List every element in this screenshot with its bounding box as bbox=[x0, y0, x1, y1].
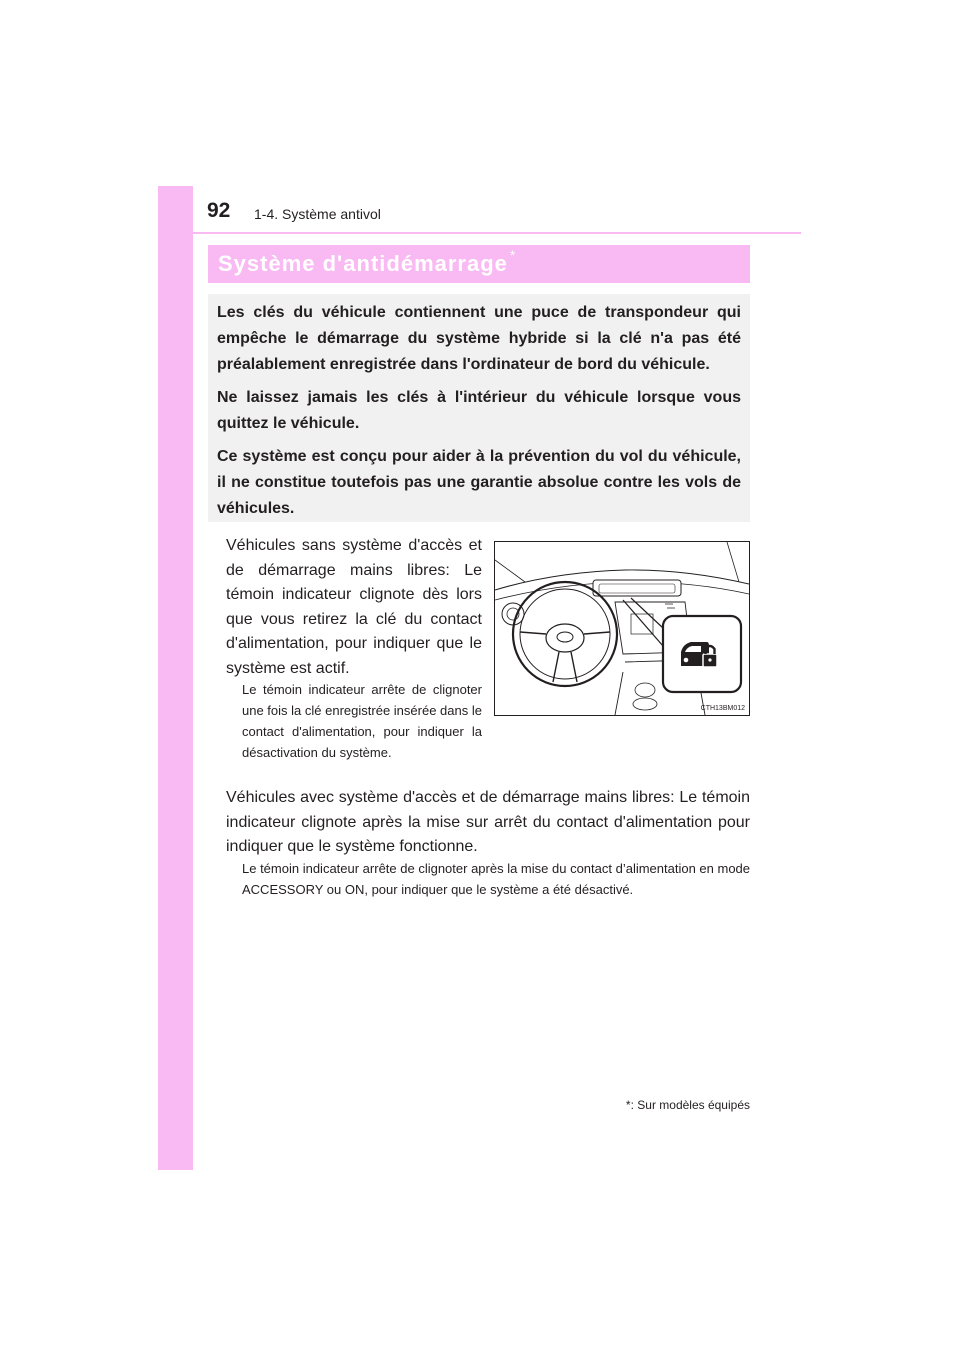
intro-box bbox=[208, 294, 750, 522]
body-note-without-smart-key: Le témoin indicateur arrête de clignoter une fois la clé enregistrée insérée dans le contact d'alimentation, pour indiquer la désactivation du système. bbox=[242, 682, 482, 760]
section-title: Système d'antidémarrage bbox=[218, 251, 508, 276]
intro-paragraph: Ce système est conçu pour aider à la prévention du vol du véhicule, il ne constitue toutefois pas une garantie absolue contre les vols de véhicules. bbox=[217, 448, 741, 517]
figure-code: CTH13BM012 bbox=[700, 705, 745, 712]
intro-paragraph: Ne laissez jamais les clés à l'intérieur du véhicule lorsque vous quittez le véhicule. bbox=[217, 389, 741, 432]
header-divider bbox=[193, 232, 801, 234]
body-note-with-smart-key: Le témoin indicateur arrête de clignoter après la mise du contact d’alimentation en mode ACCESSORY ou ON, pour indiquer que le système a été désactivé. bbox=[242, 861, 751, 897]
dashboard-drawing bbox=[495, 542, 749, 715]
page-number: 92 bbox=[207, 199, 231, 222]
body-paragraph-with-smart-key: Véhicules avec système d'accès et de démarrage mains libres: Le témoin indicateur clignote après la mise sur arrêt du contact d'alimentation pour indiquer que le système fonctionne. bbox=[226, 789, 750, 855]
footnote-equipped-models: *: Sur modèles équipés bbox=[625, 1098, 750, 1112]
section-reference: 1-4. Système antivol bbox=[254, 206, 381, 222]
intro-paragraph: Les clés du véhicule contiennent une puce de transpondeur qui empêche le démarrage du système hybride si la clé n'a pas été préalablement enregistrée dans l'ordinateur de bord du véhicule. bbox=[217, 304, 741, 373]
body-paragraph-without-smart-key: Véhicules sans système d'accès et de démarrage mains libres: Le témoin indicateur clignote dès lors que vous retirez la clé du contact d'alimentation, pour indiquer que le système est actif. bbox=[226, 537, 482, 677]
side-color-band bbox=[158, 186, 193, 1170]
section-title-bar bbox=[208, 245, 750, 283]
equipped-marker: * bbox=[509, 247, 516, 263]
dashboard-illustration bbox=[494, 541, 750, 716]
car-lock-indicator-icon bbox=[681, 642, 717, 667]
